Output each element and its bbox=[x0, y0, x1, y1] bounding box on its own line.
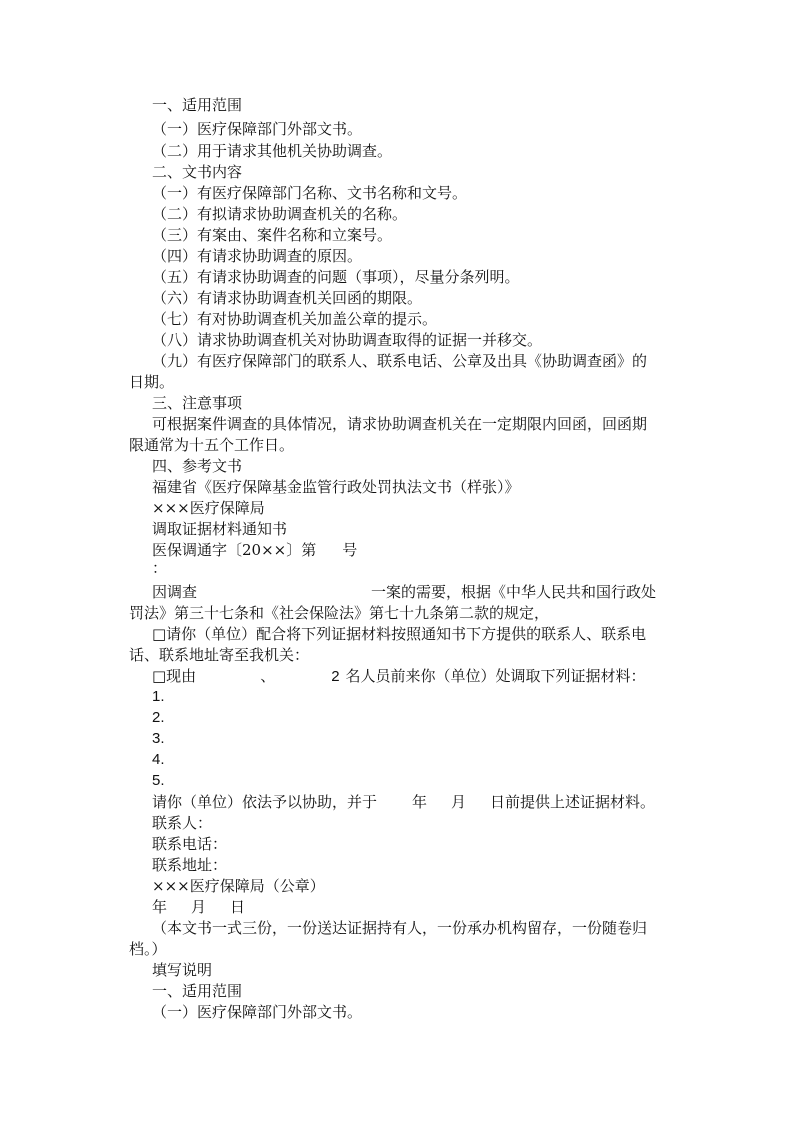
request-text-a: 请你（单位）依法予以协助，并于 bbox=[152, 793, 378, 811]
option-mail-text-continued: 话、联系地址寄至我机关： bbox=[129, 646, 310, 664]
reference-source: 福建省《医疗保障基金监管行政处罚执法文书（样张）》 bbox=[152, 478, 520, 496]
date-line bbox=[152, 897, 245, 917]
section-heading-notes: 三、注意事项 bbox=[152, 394, 243, 412]
section-heading-content: 二、文书内容 bbox=[152, 163, 243, 181]
addressee-colon: ： bbox=[152, 559, 168, 577]
date-month: 月 bbox=[191, 898, 207, 916]
doc-number-suffix: 号 bbox=[342, 541, 358, 559]
seal-line: ×××医疗保障局（公章） bbox=[152, 877, 325, 895]
reference-agency: ×××医疗保障局 bbox=[152, 499, 265, 517]
list-item: （二）用于请求其他机关协助调查。 bbox=[152, 142, 393, 160]
option-mail-text: □请你（单位）配合将下列证据材料按照通知书下方提供的联系人、联系电 bbox=[152, 625, 647, 643]
contact-address: 联系地址： bbox=[152, 856, 228, 874]
contact-person: 联系人： bbox=[152, 814, 213, 832]
list-item: （一）医疗保障部门外部文书。 bbox=[152, 120, 363, 138]
notes-text-continued: 限通常为十五个工作日。 bbox=[129, 436, 295, 454]
reason-line bbox=[152, 582, 656, 602]
section-heading-reference: 四、参考文书 bbox=[152, 457, 243, 475]
option-visit-text-a: □现由 bbox=[152, 667, 197, 685]
list-item: （五）有请求协助调查的问题（事项），尽量分条列明。 bbox=[152, 268, 520, 286]
option-visit-line bbox=[152, 666, 646, 687]
material-list-item: 1. bbox=[152, 688, 165, 705]
date-year: 年 bbox=[152, 898, 168, 916]
notes-text: 可根据案件调查的具体情况，请求协助调查机关在一定期限内回函，回函期 bbox=[152, 415, 648, 433]
reason-text-b: 一案的需要，根据《中华人民共和国行政处 bbox=[371, 583, 657, 601]
material-list-item: 2. bbox=[152, 709, 165, 726]
list-item: （三）有案由、案件名称和立案号。 bbox=[152, 226, 393, 244]
reference-doc-title: 调取证据材料通知书 bbox=[152, 520, 288, 538]
list-item: （九）有医疗保障部门的联系人、联系电话、公章及出具《协助调查函》的 bbox=[152, 352, 648, 370]
copies-note: （本文书一式三份，一份送达证据持有人，一份承办机构留存，一份随卷归 bbox=[152, 919, 648, 937]
option-visit-separator: 、 bbox=[260, 667, 276, 685]
list-item: （八）请求协助调查机关对协助调查取得的证据一并移交。 bbox=[152, 331, 543, 349]
list-item: （七）有对协助调查机关加盖公章的提示。 bbox=[152, 310, 438, 328]
list-item: （二）有拟请求协助调查机关的名称。 bbox=[152, 205, 408, 223]
option-visit-text-b: 名人员前来你（单位）处调取下列证据材料： bbox=[345, 667, 646, 685]
section-heading-scope: 一、适用范围 bbox=[152, 96, 243, 114]
list-item: （一）医疗保障部门外部文书。 bbox=[152, 1003, 363, 1021]
list-item-continued: 日期。 bbox=[129, 373, 175, 391]
list-item: （一）有医疗保障部门名称、文书名称和文号。 bbox=[152, 184, 468, 202]
contact-phone: 联系电话： bbox=[152, 835, 228, 853]
date-day: 日 bbox=[230, 898, 246, 916]
copies-note-continued: 档。） bbox=[129, 940, 167, 958]
doc-number-prefix: 医保调通字〔20××〕第 bbox=[152, 541, 317, 559]
request-text-b: 日前提供上述证据材料。 bbox=[490, 793, 656, 811]
request-line bbox=[152, 792, 655, 812]
material-list-item: 4. bbox=[152, 751, 165, 768]
reason-text-a: 因调查 bbox=[152, 583, 198, 601]
material-list-item: 3. bbox=[152, 730, 165, 747]
doc-number-line bbox=[152, 540, 357, 560]
reason-text-continued: 罚法》第三十七条和《社会保险法》第七十九条第二款的规定， bbox=[129, 604, 550, 622]
list-item: （四）有请求协助调查的原因。 bbox=[152, 247, 363, 265]
fill-section-heading-scope: 一、适用范围 bbox=[152, 982, 243, 1000]
request-month: 月 bbox=[451, 793, 467, 811]
list-item: （六）有请求协助调查机关回函的期限。 bbox=[152, 289, 423, 307]
option-visit-count: 2 bbox=[331, 668, 340, 685]
fill-instructions-heading: 填写说明 bbox=[152, 961, 213, 979]
request-year: 年 bbox=[412, 793, 428, 811]
material-list-item: 5. bbox=[152, 772, 165, 789]
